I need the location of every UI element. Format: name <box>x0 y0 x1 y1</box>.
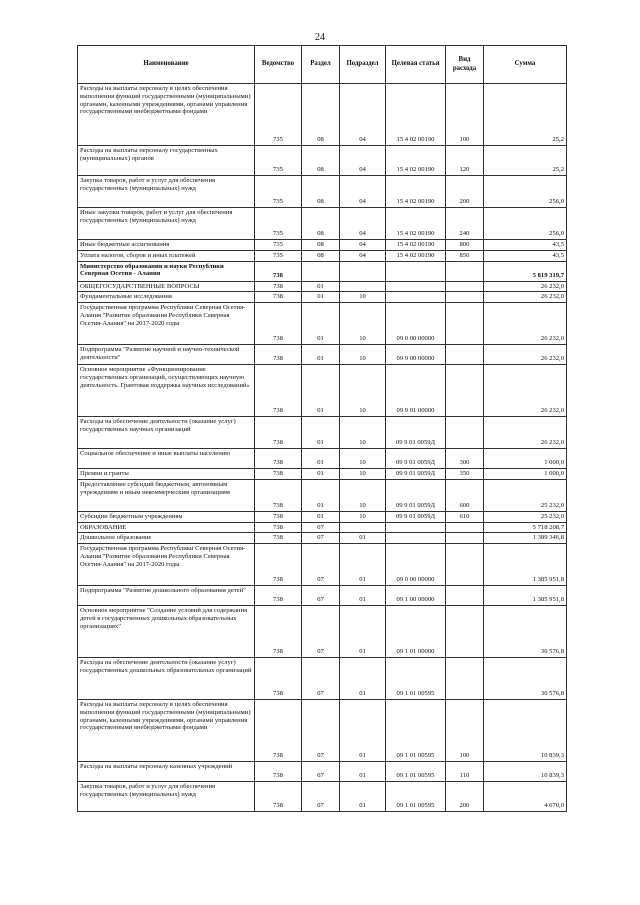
table-row <box>78 261 567 281</box>
cell-target: 09 9 01 0059Д <box>386 479 446 511</box>
cell-dept: 738 <box>255 365 302 417</box>
cell-name: Министерство образования и науки Республики Северная Осетия - Алания <box>78 261 255 281</box>
cell-dept: 738 <box>255 533 302 544</box>
cell-subsection: 01 <box>340 606 386 658</box>
cell-section: 01 <box>302 281 340 292</box>
cell-sum: 26 232,0 <box>484 365 567 417</box>
cell-section: 08 <box>302 208 340 240</box>
cell-subsection: 10 <box>340 365 386 417</box>
cell-sum: 30 576,8 <box>484 606 567 658</box>
cell-target: 09 9 01 0059Д <box>386 469 446 480</box>
cell-name: Подпрограмма "Развитие дошкольного образования детей" <box>78 586 255 606</box>
cell-sum: 43,5 <box>484 240 567 251</box>
cell-subsection: 10 <box>340 417 386 449</box>
cell-sum: 5 819 319,7 <box>484 261 567 281</box>
cell-dept: 738 <box>255 449 302 469</box>
cell-sum: 1 385 951,8 <box>484 586 567 606</box>
cell-dept: 738 <box>255 658 302 700</box>
cell-target: 09 9 00 00000 <box>386 345 446 365</box>
cell-target: 09 1 01 00595 <box>386 700 446 762</box>
cell-sum: 256,0 <box>484 208 567 240</box>
cell-name: Уплата налогов, сборов и иных платежей <box>78 250 255 261</box>
cell-sum: 10 839,3 <box>484 700 567 762</box>
cell-sum: 25,2 <box>484 84 567 146</box>
cell-name: Закупка товаров, работ и услуг для обеспечения государственных (муниципальных) нужд <box>78 176 255 208</box>
table-row <box>78 146 567 176</box>
cell-target: 15 4 02 00190 <box>386 84 446 146</box>
table-row <box>78 533 567 544</box>
cell-expense: 120 <box>446 146 484 176</box>
cell-sum: 1 385 951,8 <box>484 544 567 586</box>
cell-target: 15 4 02 00190 <box>386 146 446 176</box>
cell-name: Дошкольное образование <box>78 533 255 544</box>
cell-dept: 735 <box>255 240 302 251</box>
cell-sum: 1 000,0 <box>484 469 567 480</box>
cell-target: 09 1 00 00000 <box>386 586 446 606</box>
budget-table <box>77 45 567 812</box>
cell-target <box>386 292 446 303</box>
cell-name: Расходы на обеспечение деятельности (оказание услуг) государственных дошкольных образовательных организаций <box>78 658 255 700</box>
cell-name: Премии и гранты <box>78 469 255 480</box>
cell-sum: 5 718 208,7 <box>484 522 567 533</box>
table-row <box>78 240 567 251</box>
cell-name: Социальное обеспечение и иные выплаты населению <box>78 449 255 469</box>
cell-name: Иные закупки товаров, работ и услуг для обеспечения государственных (муниципальных) нужд <box>78 208 255 240</box>
header-section: Раздел <box>302 46 340 84</box>
cell-sum: 26 232,0 <box>484 345 567 365</box>
cell-subsection: 04 <box>340 208 386 240</box>
cell-section: 07 <box>302 782 340 812</box>
page-number: 24 <box>315 32 325 43</box>
cell-name: Основное мероприятие "Создание условий для содержания детей в государственных дошкольных образовательных организациях" <box>78 606 255 658</box>
table-row <box>78 303 567 345</box>
cell-dept: 738 <box>255 606 302 658</box>
cell-dept: 738 <box>255 700 302 762</box>
cell-dept: 738 <box>255 544 302 586</box>
cell-expense: 800 <box>446 240 484 251</box>
cell-section: 08 <box>302 240 340 251</box>
table-row <box>78 762 567 782</box>
cell-expense <box>446 303 484 345</box>
cell-subsection: 10 <box>340 469 386 480</box>
cell-dept: 738 <box>255 345 302 365</box>
cell-dept: 738 <box>255 417 302 449</box>
cell-section: 01 <box>302 292 340 303</box>
cell-subsection: 01 <box>340 782 386 812</box>
cell-expense <box>446 522 484 533</box>
cell-name: Расходы на выплаты персоналу в целях обеспечения выполнения функций государственными (муниципальными) органами, казенными учреждениями, органами управления государственными внебюджетными фондами <box>78 84 255 146</box>
table-row <box>78 417 567 449</box>
cell-sum: 25 232,0 <box>484 479 567 511</box>
cell-sum: 26 232,0 <box>484 417 567 449</box>
cell-expense <box>446 261 484 281</box>
cell-name: Государственная программа Республики Северная Осетия-Алания "Развитие образования Республики Северная Осетия-Алания" на 2017-2020 годы <box>78 544 255 586</box>
cell-name: Подпрограмма "Развитие научной и научно-технической деятельности" <box>78 345 255 365</box>
table-row <box>78 208 567 240</box>
cell-target: 09 0 00 00000 <box>386 544 446 586</box>
table-row <box>78 176 567 208</box>
cell-dept: 738 <box>255 511 302 522</box>
cell-section: 07 <box>302 586 340 606</box>
table-row <box>78 479 567 511</box>
header-dept: Ведомство <box>255 46 302 84</box>
cell-target: 09 9 01 0059Д <box>386 449 446 469</box>
cell-dept: 738 <box>255 522 302 533</box>
cell-sum: 26 232,0 <box>484 281 567 292</box>
header-expense: Вид расхода <box>446 46 484 84</box>
cell-section: 07 <box>302 700 340 762</box>
cell-sum: 26 232,0 <box>484 292 567 303</box>
cell-subsection: 01 <box>340 762 386 782</box>
cell-name: Расходы на выплаты персоналу казенных учреждений <box>78 762 255 782</box>
cell-target: 09 1 01 00595 <box>386 658 446 700</box>
cell-expense: 100 <box>446 700 484 762</box>
cell-subsection <box>340 261 386 281</box>
cell-target: 09 1 01 00000 <box>386 606 446 658</box>
header-sum: Сумма <box>484 46 567 84</box>
cell-name: Расходы на выплаты персоналу государственных (муниципальных) органов <box>78 146 255 176</box>
cell-sum: 10 839,3 <box>484 762 567 782</box>
cell-target <box>386 281 446 292</box>
cell-dept: 738 <box>255 261 302 281</box>
cell-expense: 100 <box>446 84 484 146</box>
cell-sum: 25 232,0 <box>484 511 567 522</box>
cell-expense: 350 <box>446 469 484 480</box>
cell-subsection: 04 <box>340 146 386 176</box>
cell-dept: 735 <box>255 250 302 261</box>
header-row <box>78 46 567 84</box>
cell-dept: 738 <box>255 469 302 480</box>
cell-sum: 4 670,0 <box>484 782 567 812</box>
cell-section <box>302 261 340 281</box>
cell-expense <box>446 658 484 700</box>
cell-name: ОБЩЕГОСУДАРСТВЕННЫЕ ВОПРОСЫ <box>78 281 255 292</box>
cell-name: Расходы на обеспечение деятельности (оказание услуг) государственных научных организаций <box>78 417 255 449</box>
cell-name: Предоставление субсидий бюджетным, автономным учреждениям и иным некоммерческим организациям <box>78 479 255 511</box>
header-subsection: Подраздел <box>340 46 386 84</box>
table-row <box>78 84 567 146</box>
table-row <box>78 700 567 762</box>
cell-dept: 735 <box>255 84 302 146</box>
cell-dept: 738 <box>255 782 302 812</box>
cell-target <box>386 533 446 544</box>
cell-name: Иные бюджетные ассигнования <box>78 240 255 251</box>
cell-name: Закупка товаров, работ и услуг для обеспечения государственных (муниципальных) нужд <box>78 782 255 812</box>
table-row <box>78 782 567 812</box>
cell-dept: 735 <box>255 146 302 176</box>
cell-expense <box>446 606 484 658</box>
table-row <box>78 544 567 586</box>
cell-expense: 850 <box>446 250 484 261</box>
cell-dept: 738 <box>255 586 302 606</box>
cell-name: Субсидии бюджетным учреждениям <box>78 511 255 522</box>
cell-expense <box>446 365 484 417</box>
cell-sum: 256,0 <box>484 176 567 208</box>
cell-expense <box>446 292 484 303</box>
cell-target: 09 9 01 00000 <box>386 365 446 417</box>
cell-sum: 26 232,0 <box>484 303 567 345</box>
cell-section: 01 <box>302 469 340 480</box>
cell-subsection: 01 <box>340 586 386 606</box>
cell-name: ОБРАЗОВАНИЕ <box>78 522 255 533</box>
cell-target: 15 4 02 00190 <box>386 240 446 251</box>
cell-target: 15 4 02 00190 <box>386 250 446 261</box>
table-row <box>78 586 567 606</box>
table-row <box>78 606 567 658</box>
cell-section: 01 <box>302 303 340 345</box>
cell-section: 08 <box>302 250 340 261</box>
table-row <box>78 511 567 522</box>
cell-dept: 738 <box>255 479 302 511</box>
cell-target <box>386 522 446 533</box>
cell-expense: 110 <box>446 762 484 782</box>
cell-sum: 43,5 <box>484 250 567 261</box>
cell-target <box>386 261 446 281</box>
cell-section: 07 <box>302 522 340 533</box>
cell-target: 09 1 01 00595 <box>386 782 446 812</box>
cell-target: 09 1 01 00595 <box>386 762 446 782</box>
cell-section: 07 <box>302 762 340 782</box>
cell-section: 01 <box>302 365 340 417</box>
table-row <box>78 522 567 533</box>
cell-section: 01 <box>302 479 340 511</box>
cell-dept: 738 <box>255 762 302 782</box>
cell-expense <box>446 586 484 606</box>
cell-section: 07 <box>302 606 340 658</box>
cell-name: Фундаментальные исследования <box>78 292 255 303</box>
cell-subsection: 04 <box>340 84 386 146</box>
table-row <box>78 365 567 417</box>
cell-section: 01 <box>302 449 340 469</box>
cell-expense <box>446 281 484 292</box>
cell-section: 07 <box>302 544 340 586</box>
cell-target: 15 4 02 00190 <box>386 176 446 208</box>
cell-sum: 25,2 <box>484 146 567 176</box>
cell-subsection <box>340 281 386 292</box>
cell-expense: 600 <box>446 479 484 511</box>
table-row <box>78 469 567 480</box>
cell-subsection: 10 <box>340 479 386 511</box>
cell-section: 08 <box>302 176 340 208</box>
table-row <box>78 658 567 700</box>
cell-name: Основное мероприятие «Функционирование государственных организаций, осуществляющих научную деятельность. Грантовая поддержка научных исследований» <box>78 365 255 417</box>
cell-subsection: 01 <box>340 700 386 762</box>
cell-expense: 610 <box>446 511 484 522</box>
cell-target: 09 9 01 0059Д <box>386 511 446 522</box>
cell-target: 15 4 02 00190 <box>386 208 446 240</box>
table-row <box>78 292 567 303</box>
cell-expense <box>446 417 484 449</box>
cell-subsection: 04 <box>340 176 386 208</box>
cell-expense <box>446 544 484 586</box>
cell-section: 07 <box>302 658 340 700</box>
cell-section: 01 <box>302 345 340 365</box>
cell-subsection: 10 <box>340 511 386 522</box>
cell-sum: 1 000,0 <box>484 449 567 469</box>
cell-subsection: 01 <box>340 544 386 586</box>
cell-expense: 300 <box>446 449 484 469</box>
cell-name: Расходы на выплаты персоналу в целях обеспечения выполнения функций государственными (муниципальными) органами, казенными учреждениями, органами управления государственными внебюджетными фондами <box>78 700 255 762</box>
cell-subsection: 10 <box>340 292 386 303</box>
cell-subsection <box>340 522 386 533</box>
cell-subsection: 10 <box>340 303 386 345</box>
header-name: Наименование <box>78 46 255 84</box>
cell-section: 01 <box>302 417 340 449</box>
cell-dept: 735 <box>255 208 302 240</box>
cell-sum: 1 389 346,8 <box>484 533 567 544</box>
cell-expense <box>446 533 484 544</box>
cell-section: 01 <box>302 511 340 522</box>
cell-name: Государственная программа Республики Северная Осетия-Алания "Развитие образования Республики Северная Осетия-Алания" на 2017-2020 годы <box>78 303 255 345</box>
header-target: Целевая статья <box>386 46 446 84</box>
cell-dept: 735 <box>255 176 302 208</box>
cell-target: 09 0 00 00000 <box>386 303 446 345</box>
table-row <box>78 250 567 261</box>
table-row <box>78 281 567 292</box>
table-row <box>78 449 567 469</box>
cell-subsection: 10 <box>340 449 386 469</box>
cell-expense <box>446 345 484 365</box>
cell-dept: 738 <box>255 303 302 345</box>
cell-subsection: 04 <box>340 240 386 251</box>
table-row <box>78 345 567 365</box>
cell-sum: 30 576,8 <box>484 658 567 700</box>
cell-section: 08 <box>302 146 340 176</box>
cell-dept: 738 <box>255 281 302 292</box>
cell-subsection: 04 <box>340 250 386 261</box>
cell-expense: 200 <box>446 782 484 812</box>
cell-expense: 240 <box>446 208 484 240</box>
cell-subsection: 01 <box>340 658 386 700</box>
cell-subsection: 01 <box>340 533 386 544</box>
cell-target: 09 9 01 0059Д <box>386 417 446 449</box>
cell-dept: 738 <box>255 292 302 303</box>
cell-section: 07 <box>302 533 340 544</box>
cell-expense: 200 <box>446 176 484 208</box>
cell-subsection: 10 <box>340 345 386 365</box>
cell-section: 08 <box>302 84 340 146</box>
